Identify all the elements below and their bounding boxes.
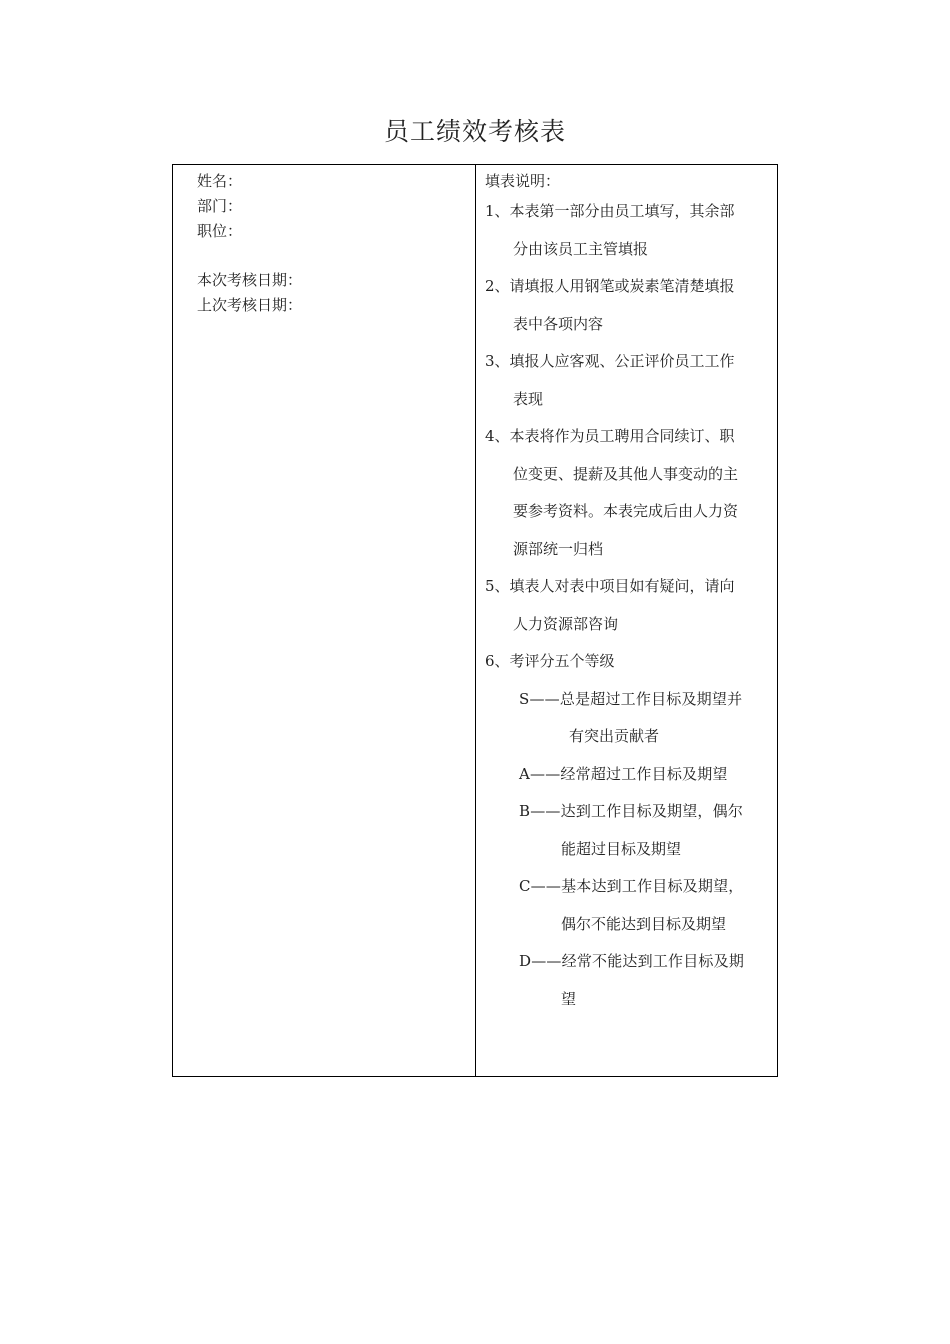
current-review-date-label: 本次考核日期： [197,271,303,289]
instruction-item-4-cont-3: 源部统一归档 [513,539,604,558]
grade-b-cont: 能超过目标及期望 [561,839,682,858]
instruction-item-6: 6、考评分五个等级 [485,652,615,670]
instructions-heading: 填表说明： [485,172,561,190]
grade-c-cont: 偶尔不能达到目标及期望 [561,914,727,933]
instruction-item-1-cont: 分由该员工主管填报 [513,239,649,258]
grade-c: C——基本达到工作目标及期望， [519,877,744,895]
grade-d: D——经常不能达到工作目标及期 [519,952,745,970]
instruction-item-4-cont-2: 要参考资料。本表完成后由人力资 [513,502,739,520]
instruction-item-4-cont-1: 位变更、提薪及其他人事变动的主 [513,464,739,483]
grade-b: B——达到工作目标及期望，偶尔 [519,802,744,820]
instruction-item-5-cont: 人力资源部咨询 [513,614,619,633]
grade-s: S——总是超过工作目标及期望并 [519,689,743,708]
instruction-item-3: 3、填报人应客观、公正评价员工工作 [485,352,735,370]
instruction-item-2-cont: 表中各项内容 [513,314,604,333]
name-label: 姓名： [197,172,243,190]
instruction-item-3-cont: 表现 [513,389,544,408]
grade-s-cont: 有突出贡献者 [569,727,660,745]
instructions-cell [485,169,770,1018]
employee-info-cell[interactable] [197,169,467,318]
instruction-item-5: 5、填表人对表中项目如有疑问，请向 [485,577,735,595]
last-review-date-label: 上次考核日期： [197,296,303,314]
review-form-table [172,164,778,1077]
spacer [197,244,467,268]
department-label: 部门： [197,197,243,215]
grade-a: A——经常超过工作目标及期望 [519,764,728,783]
instruction-item-2: 2、请填报人用钢笔或炭素笔清楚填报 [485,277,735,295]
position-label: 职位： [197,222,243,240]
page-title: 员工绩效考核表 [383,117,566,146]
grade-d-cont: 望 [561,989,577,1008]
instruction-item-4: 4、本表将作为员工聘用合同续订、职 [485,427,735,445]
instruction-item-1: 1、本表第一部分由员工填写，其余部 [485,202,735,220]
column-divider [475,165,476,1076]
